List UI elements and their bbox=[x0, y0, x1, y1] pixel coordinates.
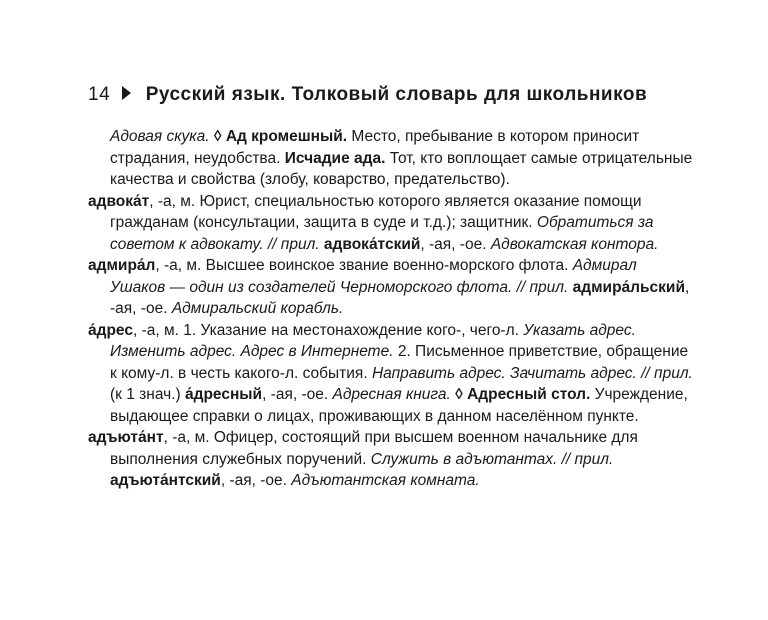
entry-advokat bbox=[88, 191, 694, 256]
definition: Офицер, состоящий при высшем военном начальнике для выполнения служебных поручений. bbox=[110, 429, 638, 468]
example: Указать адрес. Изменить адрес. Адрес в Интернете. bbox=[110, 321, 636, 360]
grammar: , -ая, -ое. bbox=[110, 278, 690, 317]
derived-word: адъюта́нтский bbox=[110, 472, 221, 489]
entry-ad-continuation bbox=[88, 126, 694, 191]
entry-admiral bbox=[88, 255, 694, 320]
grammar: , -ая, -ое. bbox=[262, 386, 333, 403]
running-header bbox=[88, 84, 728, 106]
example: Адъютантская комната. bbox=[291, 472, 480, 489]
example: Адмирал Ушаков — один из создателей Черноморского флота. // прил. bbox=[110, 257, 637, 296]
example: Адресная книга. bbox=[332, 386, 451, 403]
page-number: 14 bbox=[88, 84, 111, 105]
example: Обратиться за советом к адвокату. // прил. bbox=[110, 214, 654, 253]
grammar: , -ая, -ое. bbox=[220, 472, 292, 489]
definition: Место, пребывание в котором приносит страдания, неудобства. bbox=[110, 128, 640, 167]
derived-word: а́дресный bbox=[184, 386, 263, 403]
example: Адовая скука. bbox=[110, 128, 210, 145]
definition: Тот, кто воплощает самые отрицательные качества и свойства (злобу, коварство, предательство). bbox=[110, 149, 693, 188]
note: (к 1 знач.) bbox=[110, 386, 185, 403]
book-title: Русский язык. Толковый словарь для школьников bbox=[145, 84, 648, 105]
idiom: ◊ Адресный стол. bbox=[450, 386, 591, 403]
headword: адъюта́нт bbox=[88, 429, 164, 446]
headword: адмира́л bbox=[88, 257, 156, 274]
dictionary-body bbox=[88, 126, 694, 492]
entry-adyutant bbox=[88, 427, 694, 492]
triangle-marker-icon bbox=[122, 86, 131, 100]
example: Адмиральский корабль. bbox=[171, 300, 344, 317]
entry-adres bbox=[88, 320, 694, 428]
idiom: ◊ Ад кромешный. bbox=[213, 128, 348, 145]
definition: Юрист, специальностью которого является оказание помощи гражданам (консультации, защита в суде и т.д.); защитник. bbox=[110, 192, 642, 231]
headword: адвока́т bbox=[88, 192, 150, 210]
derived-word: адмира́льский bbox=[568, 278, 685, 296]
example: Направить адрес. Зачитать адрес. // прил. bbox=[371, 364, 693, 382]
example: Служить в адъютантах. // прил. bbox=[370, 450, 614, 468]
definition: 2. Письменное приветствие, обращение к кому-л. в честь какого-л. события. bbox=[110, 343, 689, 382]
grammar: , -ая, -ое. bbox=[420, 235, 491, 253]
example: Адвокатская контора. bbox=[490, 235, 659, 253]
definition: Высшее воинское звание военно-морского флота. bbox=[201, 257, 573, 274]
grammar: , -а, м. bbox=[132, 321, 179, 339]
grammar: , -а, м. bbox=[163, 429, 210, 446]
grammar: , -а, м. bbox=[155, 257, 202, 274]
headword: а́дрес bbox=[88, 321, 133, 339]
definition: Учреждение, выдающее справки о лицах, проживающих в данном населённом пункте. bbox=[110, 386, 688, 425]
derived-word: адвока́тский bbox=[319, 235, 421, 253]
grammar: , -а, м. bbox=[149, 192, 196, 210]
idiom: Исчадие ада. bbox=[284, 149, 386, 167]
definition: 1. Указание на местонахождение кого-, чего-л. bbox=[178, 321, 524, 339]
